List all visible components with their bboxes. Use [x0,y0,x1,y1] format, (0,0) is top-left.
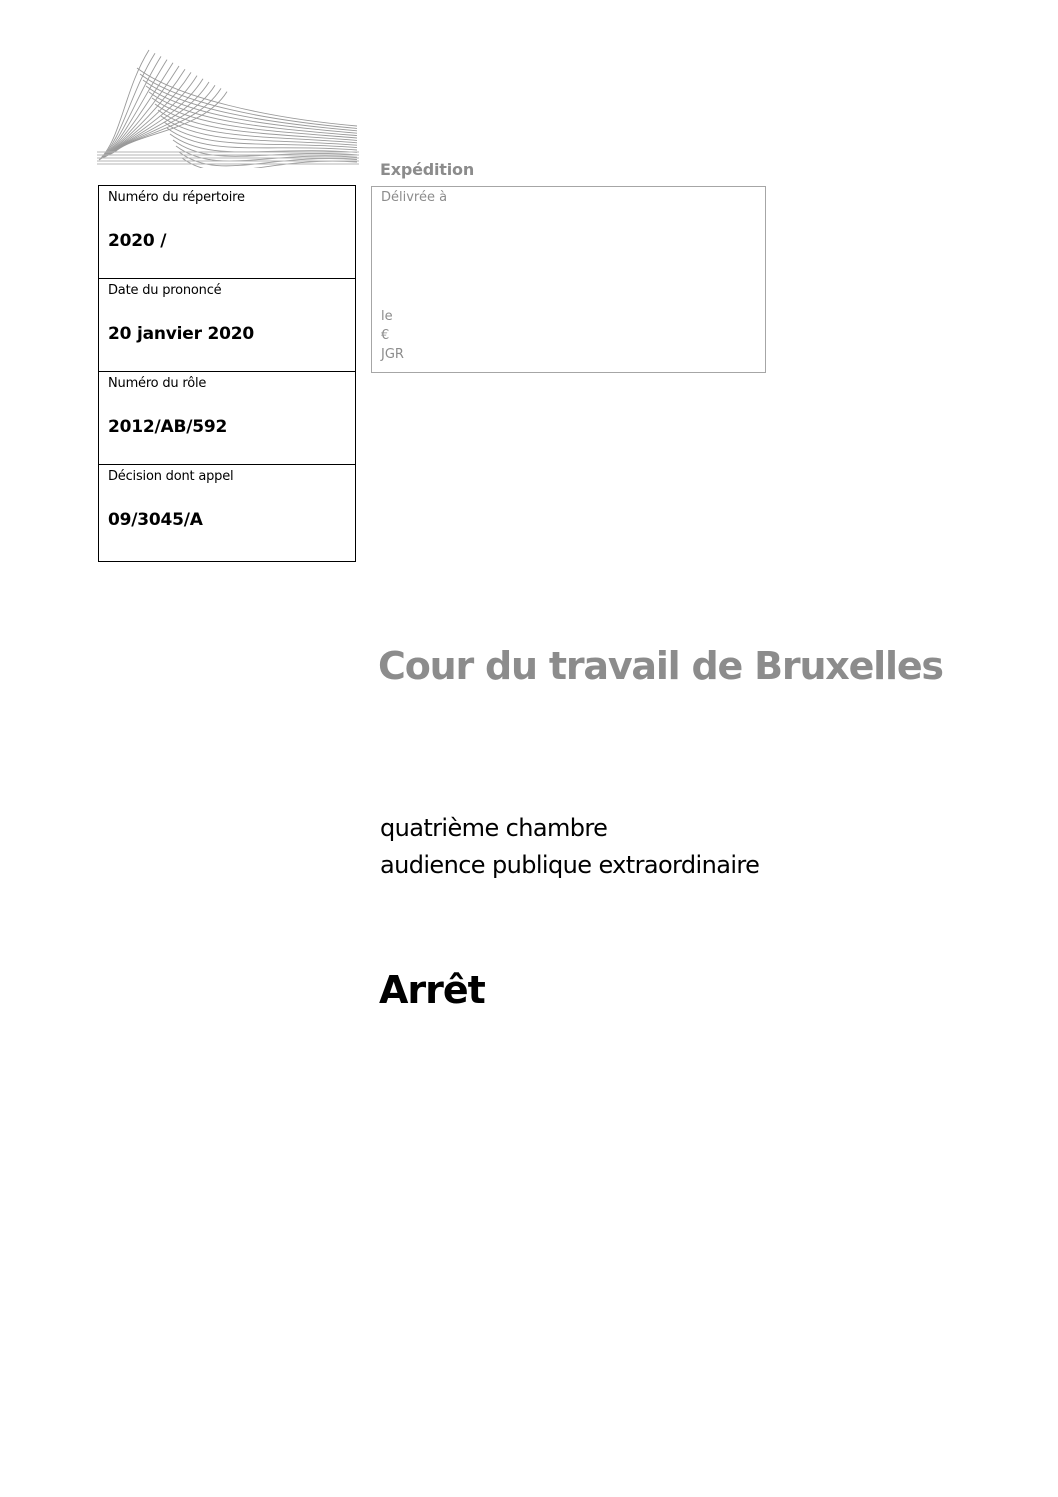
building-curves-logo-icon [97,48,359,168]
court-name: Cour du travail de Bruxelles [378,644,943,688]
appeal-decision-label: Décision dont appel [108,469,234,484]
repertoire-cell [99,186,355,279]
date-value: 20 janvier 2020 [108,324,255,344]
chamber-block [380,810,759,884]
role-label: Numéro du rôle [108,376,207,391]
role-cell [99,372,355,465]
expedition-box [371,186,766,373]
repertoire-value: 2020 / [108,231,167,251]
repertoire-label: Numéro du répertoire [108,190,245,205]
hearing-type: audience publique extraordinaire [380,851,760,879]
appeal-decision-cell [99,465,355,561]
chamber-name: quatrième chambre [380,814,608,842]
case-info-table [98,185,356,562]
logo-sweep [143,80,357,131]
appeal-decision-value: 09/3045/A [108,510,203,530]
exp-jgr-label: JGR [381,347,404,362]
exp-le-label: le [381,309,393,324]
role-value: 2012/AB/592 [108,417,228,437]
expedition-title: Expédition [380,160,475,179]
logo-curve [101,56,161,158]
delivered-to-label: Délivrée à [381,190,448,205]
expedition-fields [381,307,404,364]
exp-euro-label: € [381,328,390,343]
document-type: Arrêt [379,968,485,1012]
date-cell [99,279,355,372]
date-label: Date du prononcé [108,283,222,298]
